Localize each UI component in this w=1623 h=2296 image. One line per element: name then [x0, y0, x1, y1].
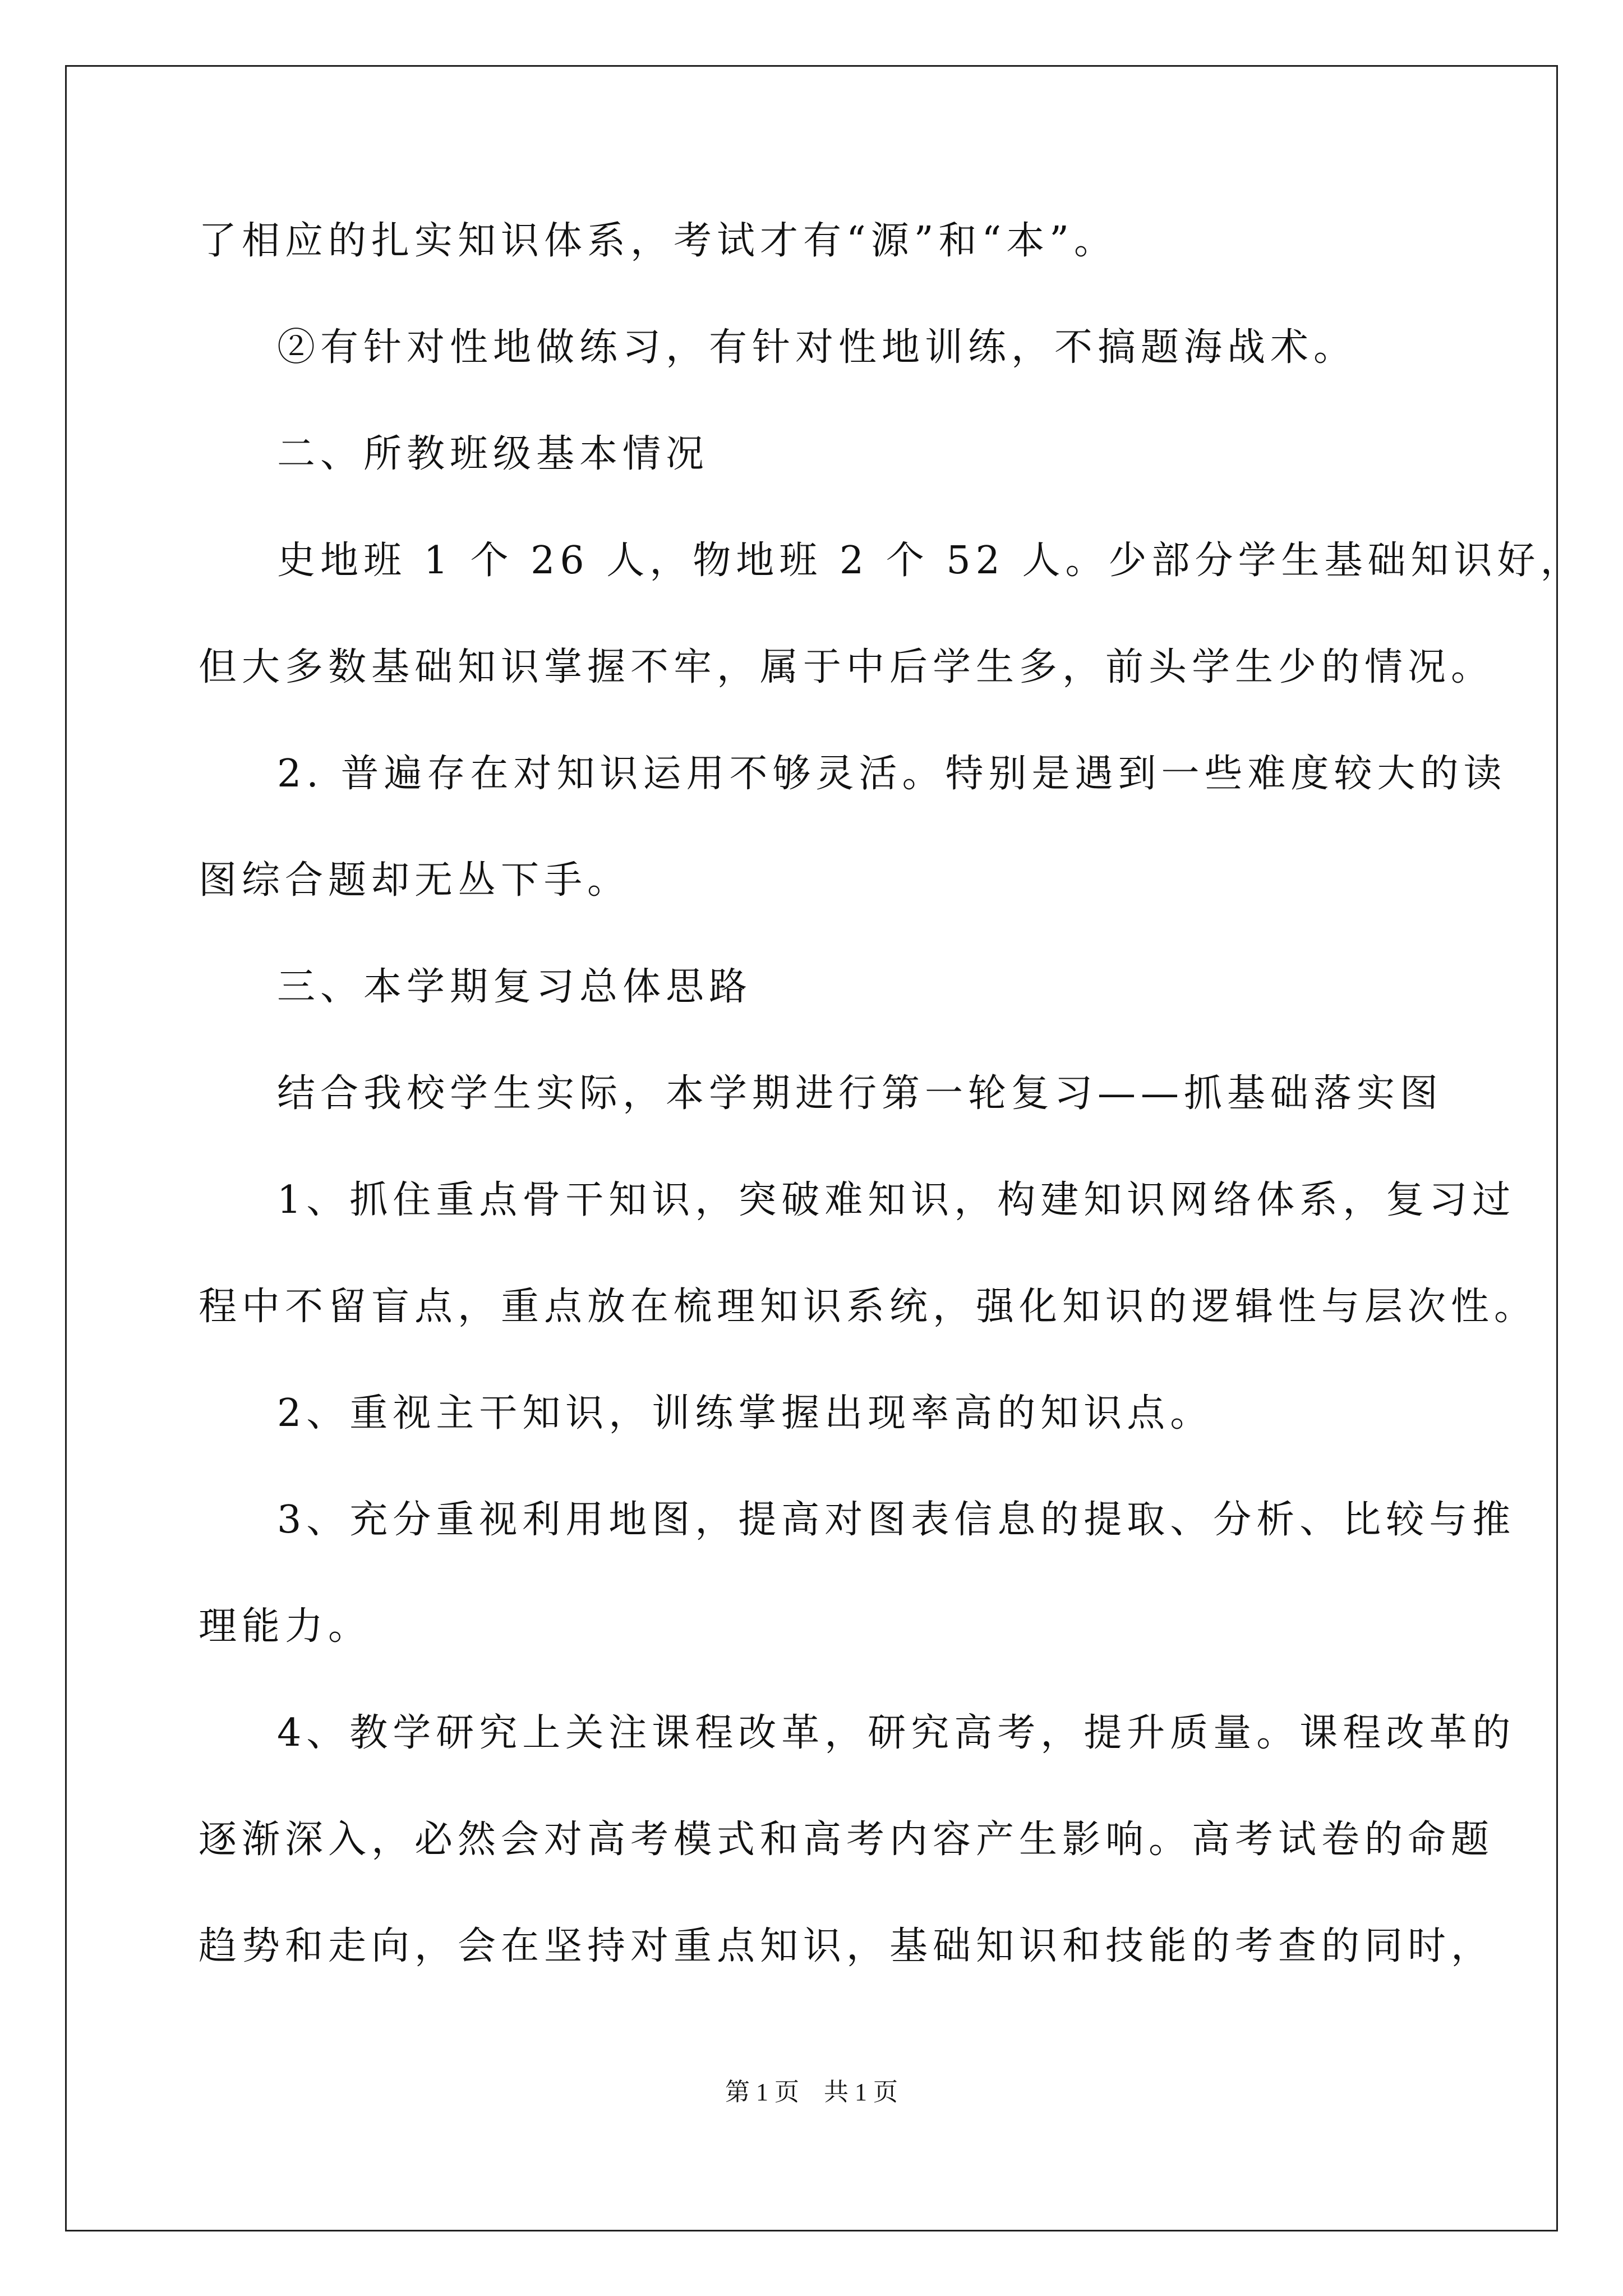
section-heading: 三、本学期复习总体思路	[277, 965, 753, 1009]
text-line: 但大多数基础知识掌握不牢，属于中后学生多，前头学生少的情况。	[199, 645, 1495, 689]
text-line: 史地班 1 个 26 人，物地班 2 个 52 人。少部分学生基础知识好，	[277, 539, 1584, 583]
text-line: 3、充分重视利用地图，提高对图表信息的提取、分析、比较与推	[277, 1498, 1516, 1542]
text-line: ②有针对性地做练习，有针对性地训练，不搞题海战术。	[277, 325, 1357, 370]
text-line: 2、重视主干知识，训练掌握出现率高的知识点。	[277, 1391, 1214, 1435]
text-line: 4、教学研究上关注课程改革，研究高考，提升质量。课程改革的	[277, 1711, 1516, 1755]
text-line: 程中不留盲点，重点放在梳理知识系统，强化知识的逻辑性与层次性。	[199, 1285, 1538, 1329]
page-number-footer: 第 1 页 共 1 页	[725, 2078, 898, 2106]
text-line: 结合我校学生实际，本学期进行第一轮复习——抓基础落实图	[277, 1071, 1444, 1116]
section-heading: 二、所教班级基本情况	[277, 432, 709, 476]
text-line: 1、抓住重点骨干知识，突破难知识，构建知识网络体系，复习过	[277, 1178, 1516, 1222]
page-border	[65, 65, 1558, 2231]
text-line: 趋势和走向，会在坚持对重点知识，基础知识和技能的考查的同时，	[199, 1924, 1495, 1968]
text-line: 2. 普遍存在对知识运用不够灵活。特别是遇到一些难度较大的读	[277, 752, 1507, 796]
text-line: 理能力。	[199, 1604, 372, 1649]
text-line: 了相应的扎实知识体系，考试才有“源”和“本”。	[199, 219, 1118, 263]
text-line: 逐渐深入，必然会对高考模式和高考内容产生影响。高考试卷的命题	[199, 1818, 1495, 1862]
text-line: 图综合题却无丛下手。	[199, 858, 631, 903]
